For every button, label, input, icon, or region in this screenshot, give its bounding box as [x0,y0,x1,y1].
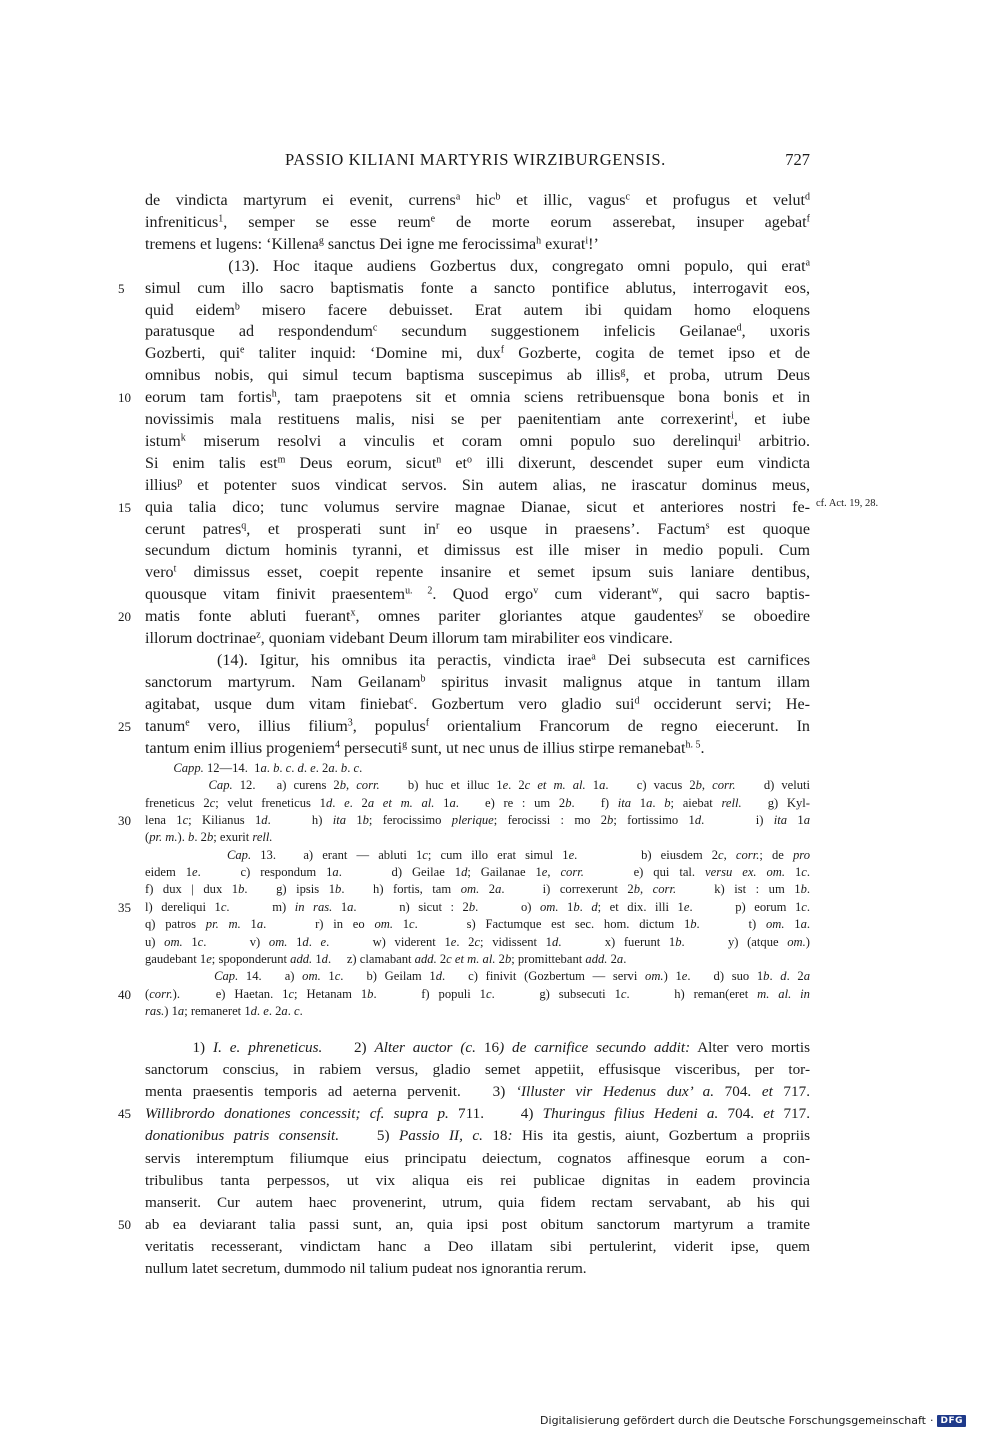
apparatus-line: l) dereliqui 1c. m) in ras. 1a. n) sicut : 2b. o) om. 1b. d; et dix. illi 1e. p) eorum 1c. [145,899,810,914]
main-text-line: tantum enim illius progeniem$^4$ persecuti$^g$ sunt, ut nec unus de illius stirpe remanebat$^{h. 5}$. [145,739,705,757]
footnote-line: veritatis recesserant, vindictam hanc a Deo illatam sibi pertulerint, viderit ipse, quem [145,1237,810,1255]
main-text-line: (14). Igitur, his omnibus ita peractis, vindicta irae$^a$ Dei subsecuta est carnifices [145,651,810,669]
apparatus-line: Cap. 14. a) om. 1c. b) Geilam 1d. c) finivit (Gozbertum — servi om.) 1e. d) suo 1b. d. 2a [214,969,810,984]
main-text-line: quid eidem$^b$ misero facere debuisset. Erat autem ibi quidam homo eloquens [145,301,810,319]
main-text-line: Si enim talis est$^m$ Deus eorum, sicut$^n$ $et^o$ illi dixerunt, descendet super eum vindicta [145,454,810,472]
line-number: 30 [118,813,131,829]
line-number: 10 [118,390,131,406]
line-number: 45 [118,1106,131,1122]
footnote-line: manserit. Cur autem haec provenerint, utrum, quia fidem rectam servabant, ab his qui [145,1193,810,1211]
running-title: PASSIO KILIANI MARTYRIS WIRZIBURGENSIS. [285,150,666,169]
apparatus-line: (corr.). e) Haetan. 1c; Hetanam 1b. f) populi 1c. g) subsecuti 1c. h) reman(eret m. al. in [145,986,810,1001]
dfg-logo: DFG [937,1415,966,1427]
apparatus-line: q) patros pr. m. 1a. r) in eo om. 1c. s) Factumque est sec. hom. dictum 1b. t) om. 1a. [145,917,810,932]
footnote-line: ab ea deviarant talia passi sunt, an, quia ipsi post obitum sanctorum martyrum a tramite [145,1215,810,1233]
footnote-line: 1) I. e. phreneticus. 2) Alter auctor (c. 16) de carnifice secundo addit: Alter vero mortis [145,1039,810,1056]
credit-text: Digitalisierung gefördert durch die Deutsche Forschungsgemeinschaft [540,1414,926,1427]
apparatus-line: Capp. 12—14. 1a. b. c. d. e. 2a. b. c. [173,761,363,775]
main-text-line: eorum tam fortis$^h$, tam praepotens sit et omnia sciens retribuensque bona bonis et in [145,388,810,407]
digitization-credit: Digitalisierung gefördert durch die Deutsche Forschungsgemeinschaft · DFG [540,1414,966,1427]
main-text-line: de vindicta martyrum ei evenit, currens$^a$ hic$^b$ et illic, vagus$^c$ et profugus et velut$^d$ [145,191,810,209]
footnote-line: nullum latet secretum, dummodo nil talium pudeat nos ignorantia rerum. [145,1260,587,1277]
main-text-line: illorum doctrinae$^z$, quoniam videbant Deum illorum tam mirabiliter eos vindicare. [145,629,673,647]
apparatus-line: freneticus 2c; velut freneticus 1d. e. 2a et m. al. 1a. e) re : um 2b. f) ita 1a. b; aiebat rell. g) Kyl- [145,795,810,810]
margin-note: cf. Act. 19, 28. [816,498,879,509]
main-text-line: (13). Hoc itaque audiens Gozbertus dux, congregato omni populo, qui erat$^a$ [145,257,810,275]
apparatus-line: Cap. 13. a) erant — abluti 1c; cum illo erat simul 1e. b) eiusdem 2c, corr.; de pro [226,847,810,862]
main-text-line: agitabat, usque dum vitam finiebat$^c$. Gozbertum vero gladio sui$^d$ occiderunt servi; He- [145,695,810,713]
footnote-line: menta praesentis temporis ad aeterna pervenit. 3) ‘Illuster vir Hedenus dux’ a. 704. et 717. [145,1083,810,1101]
apparatus-line: lena 1c; Kilianus 1d. h) ita 1b; ferocissimo plerique; ferocissi : mo 2b; fortissimo 1d. i) ita 1a [145,813,810,828]
footnote-line: sanctorum conscius, in rabiem versus, gladio semet appetiit, effusisque visceribus, per tor- [145,1061,810,1079]
footnote-line: servis interemptum filiumque eius principatu deiectum, cognatos affinesque eorum a con- [145,1149,810,1167]
main-text-line: quia talia dico; tunc volumus servire magnae Dianae, sicut et anteriores nostri fe- [145,498,810,516]
footnote-line: tribulibus tanta perpessos, ut vix aliqua eis rei publicae dignitas in eadem provincia [145,1171,810,1189]
apparatus-line: eidem 1e. c) respondum 1a. d) Geilae 1d; Gailanae 1e, corr. e) qui tal. versu ex. om. 1c. [145,865,810,880]
main-text-line: tanum$^e$ vero, illius filium$^3$, populus$^f$ orientalium Francorum de regno eiecerunt. In [145,717,810,735]
line-number: 25 [118,718,131,734]
apparatus-line: u) om. 1c. v) om. 1d. e. w) viderent 1e. 2c; vidissent 1d. x) fuerunt 1b. y) (atque om.) [145,934,810,949]
main-text-line: simul cum illo sacro baptismatis fonte a sancto pontifice ablutus, interrogavit eos, [145,279,810,297]
main-text-line: omnibus nobis, qui simul tecum baptisma suscepimus ab illis$^g$, et proba, utrum Deus [145,366,810,385]
main-text-line: tremens et lugens: ‘Killena$^g$ sanctus Dei igne me ferocissima$^h$ exurat$^i$!’ [145,235,599,253]
main-text-line: paratusque ad respondendum$^c$ secundum suggestionem infelicis Geilanae$^d$, uxoris [145,322,810,341]
footnote-line: donationibus patris consensit. 5) Passio II, c. 18: His ita gestis, aiunt, Gozbertum a propriis [145,1127,810,1145]
apparatus-line: ras.) 1a; remaneret 1d. e. 2a. c. [145,1003,303,1018]
main-text-line: novissimis mala restituens malis, nisi se per paenitentiam ante correxerint$^i$, et iube [145,410,810,428]
line-number: 35 [118,899,131,915]
line-number: 15 [118,499,131,515]
main-text-line: infreniticus$^1$, semper se esse reum$^e$ de morte eorum asserebat, insuper agebat$^f$ [145,213,810,231]
line-number: 5 [118,280,125,296]
footnote-line: Willibrordo donationes concessit; cf. supra p. 711. 4) Thuringus filius Hedeni a. 704. et 717. [145,1105,810,1123]
main-text-line: matis fonte abluti fuerant$^x$, omnes pariter gloriantes atque gaudentes$^y$ se oboedire [145,607,810,626]
main-text-line: Gozberti, qui$^e$ taliter inquid: ‘Domine mi, dux$^f$ Gozberte, cogita de temet ipso et de [145,344,810,363]
main-text-line: cerunt patres$^q$, et prosperati sunt $in^r$ eo usque in praesens’. Factum$^s$ est quoque [145,520,810,538]
apparatus-line: gaudebant 1e; spoponderunt add. 1d. z) clamabant add. 2c et m. al. 2b; promittebant add. 2a. [145,951,627,966]
page-number: 727 [785,150,810,169]
main-text-line: vero$^t$ dimissus esset, coepit repente insanire et semet ipsum suis laniare dentibus, [145,563,810,582]
line-number: 50 [118,1216,131,1232]
line-number: 40 [118,986,131,1002]
page-header [145,150,810,172]
apparatus-line: (pr. m.). b. 2b; exurit rell. [145,830,273,845]
line-number: 20 [118,609,131,625]
apparatus-line: f) dux | dux 1b. g) ipsis 1b. h) fortis, tam om. 2a. i) correxerunt 2b, corr. k) ist : um 1b. [145,882,810,897]
main-text-line: illius$^p$ et potenter suos vindicat servos. Sin autem alias, ne irascatur dominus meus, [145,476,810,494]
main-text-line: sanctorum martyrum. Nam Geilanam$^b$ spiritus invasit malignus atque in tantum illam [145,673,810,691]
main-text-line: istum$^k$ miserum resolvi a vinculis et coram omni populo suo derelinqui$^l$ arbitrio. [145,432,810,450]
main-text-line: quousque vitam finivit praesentem$^{u. 2}$. Quod ergo$^v$ cum viderant$^w$, qui sacro baptis- [145,585,810,604]
apparatus-line: Cap. 12. a) curens 2b, corr. b) huc et illuc 1e. 2c et m. al. 1a. c) vacus 2b, corr. d) veluti [208,778,810,793]
main-text-line: secundum dictum hominis tyranni, et dimissus est ille miser in medio populi. Cum [145,542,810,560]
